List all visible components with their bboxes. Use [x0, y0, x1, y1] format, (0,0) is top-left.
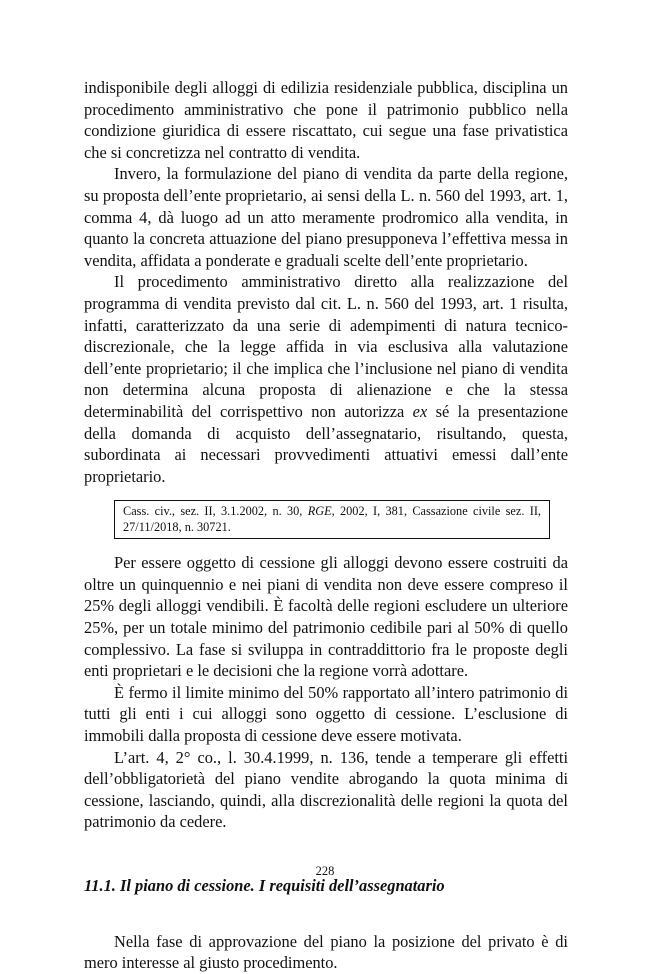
paragraph-1: indisponibile degli alloggi di edilizia residenziale pubblica, disciplina un procedimento amministrativo che pone il patrimonio pubblico nella condizione giuridica di essere riscattato, cui segue una fase privatistica che si concretizza nel contratto di vendita. — [84, 78, 568, 162]
paragraph-5: È fermo il limite minimo del 50% rapportato all’intero patrimonio di tutti gli enti i cui alloggi sono oggetto di cessione. L’esclusione di immobili dalla proposta di cessione deve essere motivata. — [84, 682, 568, 746]
paragraph-2: Invero, la formulazione del piano di vendita da parte della regione, su proposta dell’ente proprietario, ai sensi della L. n. 560 del 1993, art. 1, comma 4, dà luogo ad un atto meramente prodromico alla vendita, in quanto la concreta attuazione del piano presupponeva l’effettiva messa in vendita, affidata a ponderate e graduali scelte dell’ente proprietario. — [84, 164, 568, 270]
paragraph-3-text-b: sé la presentazione della domanda di acquisto dell’assegnatario, risultando, questa, subordinata ai necessari provvedimenti attuativi emessi dall’ente proprietario. — [84, 401, 568, 486]
citation-journal: RGE — [307, 504, 332, 519]
paragraph-3-text-a: Il procedimento amministrativo diretto alla realizzazione del programma di vendita previsto dal cit. L. n. 560 del 1993, art. 1 risulta, infatti, caratterizzato da una serie di adempimenti di natura tecnico-discrezionale, che la legge affida in via esclusiva alla valutazione dell’ente proprietario; il che implica che l’inclusione nel piano di vendita non determina alcuna proposta di alienazione e che la stessa determinabilità del corrispettivo non autorizza — [84, 272, 568, 421]
paragraph-7: Nella fase di approvazione del piano la posizione del privato è di mero interesse al giusto procedimento. — [84, 931, 568, 973]
citation-text-a: Cass. civ., sez. II, 3.1.2002, n. 30, — [123, 504, 308, 519]
latin-term-ex: ex — [412, 401, 428, 421]
paragraph-3 — [84, 271, 568, 487]
citation-text-b: , 2002, I, 381, Cassazione civile sez. II, 27/11/2018, n. 30721. — [123, 504, 541, 535]
citation-box — [114, 500, 550, 539]
section-heading: 11.1. Il piano di cessione. I requisiti dell’assegnatario — [84, 876, 445, 895]
paragraph-6: L’art. 4, 2° co., l. 30.4.1999, n. 136, tende a temperare gli effetti dell’obbligatorietà del piano vendite abrogando la quota minima di cessione, lasciando, quindi, alla discrezionalità delle regioni la quota del patrimonio da cedere. — [84, 747, 568, 832]
paragraph-4: Per essere oggetto di cessione gli alloggi devono essere costruiti da oltre un quinquennio e nei piani di vendita non deve essere compreso il 25% degli alloggi vendibili. È facoltà delle regioni escludere un ulteriore 25%, per un totale minimo del patrimonio cedibile pari al 50% di quello complessivo. La fase si sviluppa in contraddittorio fra le proposte degli enti proprietari e le decisioni che la regione vorrà adottare. — [84, 553, 568, 681]
body-text — [84, 77, 568, 974]
page-number: 228 — [315, 864, 335, 878]
